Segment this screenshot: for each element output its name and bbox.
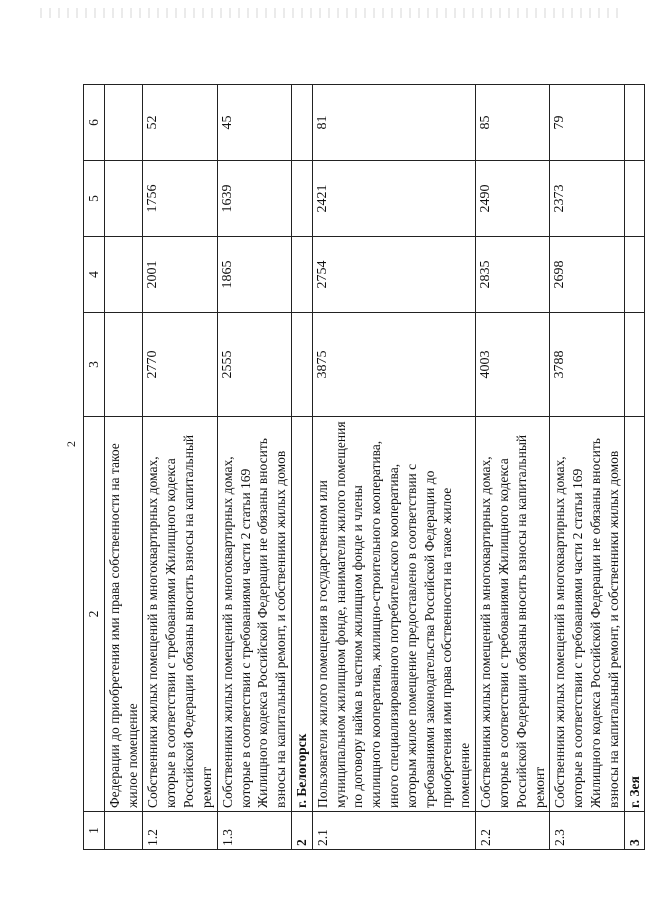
header-col-6: 6 <box>84 85 105 161</box>
cell-col-3 <box>104 313 143 417</box>
section-row <box>291 85 312 850</box>
cell-col-6: 45 <box>217 85 291 161</box>
header-row <box>84 85 105 850</box>
table-row <box>312 85 475 850</box>
cell-col-5: 2373 <box>550 161 624 237</box>
table-row <box>104 85 143 850</box>
cell-col-6: 85 <box>476 85 550 161</box>
row-description: Собственники жилых помещений в многоквартирных домах, которые в соответствии с требованиями Жилищного кодекса Российской Федерации обязаны вносить взносы на капитальный ремонт <box>143 417 217 812</box>
row-index: 1.3 <box>217 812 291 850</box>
cell-col-3 <box>624 313 645 417</box>
cell-col-3: 2770 <box>143 313 217 417</box>
cell-col-4 <box>291 237 312 313</box>
table-row <box>217 85 291 850</box>
cell-col-4 <box>104 237 143 313</box>
cell-col-5 <box>624 161 645 237</box>
rotated-table-container <box>83 85 643 850</box>
section-title: г. Белогорск <box>291 417 312 812</box>
row-description: Собственники жилых помещений в многоквартирных домах, которые в соответствии с требованиями части 2 статьи 169 Жилищного кодекса Российской Федерации не обязаны вносить взносы на капитальный ремонт, и собственники жилых домов <box>550 417 624 812</box>
section-index: 2 <box>291 812 312 850</box>
header-col-2: 2 <box>84 417 105 812</box>
scan-noise <box>40 8 620 18</box>
section-title: г. Зея <box>624 417 645 812</box>
cell-col-4 <box>624 237 645 313</box>
row-index: 2.3 <box>550 812 624 850</box>
table-row <box>143 85 217 850</box>
cell-col-4: 2754 <box>312 237 475 313</box>
cell-col-6 <box>104 85 143 161</box>
cell-col-3: 4003 <box>476 313 550 417</box>
row-description: Собственники жилых помещений в многоквартирных домах, которые в соответствии с требованиями части 2 статьи 169 Жилищного кодекса Российской Федерации не обязаны вносить взносы на капитальный ремонт, и собственники жилых домов <box>217 417 291 812</box>
cell-col-4: 2835 <box>476 237 550 313</box>
cell-col-6 <box>624 85 645 161</box>
cell-col-5: 2490 <box>476 161 550 237</box>
cell-col-3 <box>291 313 312 417</box>
section-index: 3 <box>624 812 645 850</box>
row-description: Пользователи жилого помещения в государственном или муниципальном жилищном фонде, наниматели жилого помещения по договору найма в частном жилищном фонде и члены жилищного кооператива, жилищно-строительного кооператива, иного специализированного потребительского кооператива, которым жилое помещение предоставлено в соответствии с требованиями законодательства Российской Федерации до приобретения ими права собственности на такое жилое помещение <box>312 417 475 812</box>
cell-col-6 <box>291 85 312 161</box>
table-row <box>550 85 624 850</box>
cell-col-3: 2555 <box>217 313 291 417</box>
cell-col-4: 2001 <box>143 237 217 313</box>
cell-col-6: 52 <box>143 85 217 161</box>
cell-col-5: 2421 <box>312 161 475 237</box>
cell-col-6: 81 <box>312 85 475 161</box>
row-description: Федерации до приобретения ими права собственности на такое жилое помещение <box>104 417 143 812</box>
header-col-3: 3 <box>84 313 105 417</box>
row-index <box>104 812 143 850</box>
page-number: 2 <box>64 441 78 447</box>
tariff-table <box>83 84 645 850</box>
cell-col-5 <box>104 161 143 237</box>
row-index: 2.2 <box>476 812 550 850</box>
cell-col-5 <box>291 161 312 237</box>
header-col-4: 4 <box>84 237 105 313</box>
cell-col-5: 1639 <box>217 161 291 237</box>
cell-col-4: 2698 <box>550 237 624 313</box>
table-row <box>476 85 550 850</box>
header-col-5: 5 <box>84 161 105 237</box>
header-col-1: 1 <box>84 812 105 850</box>
row-index: 1.2 <box>143 812 217 850</box>
cell-col-3: 3875 <box>312 313 475 417</box>
cell-col-5: 1756 <box>143 161 217 237</box>
cell-col-4: 1865 <box>217 237 291 313</box>
section-row <box>624 85 645 850</box>
cell-col-6: 79 <box>550 85 624 161</box>
row-description: Собственники жилых помещений в многоквартирных домах, которые в соответствии с требованиями Жилищного кодекса Российской Федерации обязаны вносить взносы на капитальный ремонт <box>476 417 550 812</box>
cell-col-3: 3788 <box>550 313 624 417</box>
row-index: 2.1 <box>312 812 475 850</box>
